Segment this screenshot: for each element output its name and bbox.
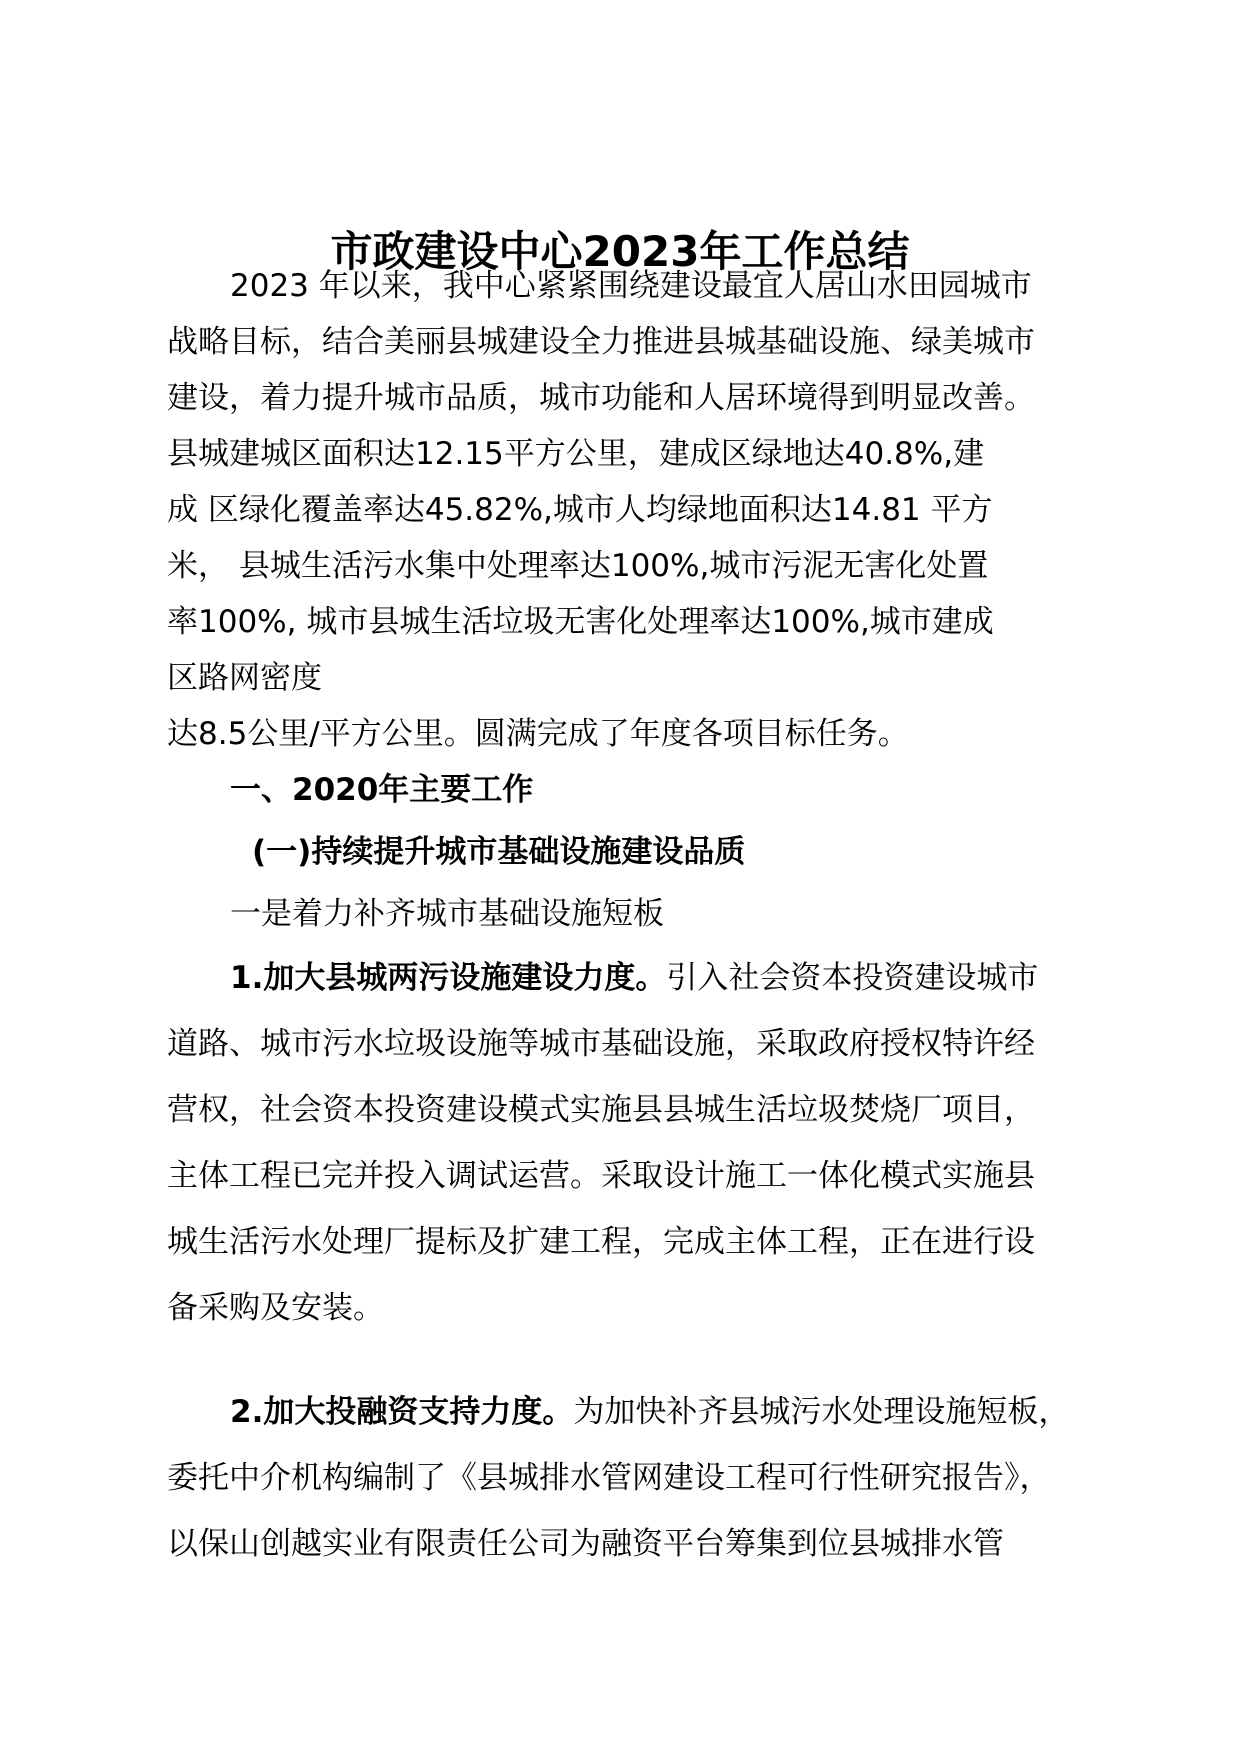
section-heading: 一、2020年主要工作: [230, 772, 534, 808]
item-1-line: 营权，社会资本投资建设模式实施县县城生活垃圾焚烧厂项目，: [167, 1092, 1035, 1128]
point-heading: 一是着力补齐城市基础设施短板: [230, 896, 664, 932]
intro-line: 率100%, 城市县城生活垃圾无害化处理率达100%,城市建成: [167, 604, 994, 640]
intro-line: 米， 县城生活污水集中处理率达100%,城市污泥无害化处置: [167, 548, 989, 584]
item-1-title: 1.加大县城两污设施建设力度。: [230, 960, 667, 996]
item-1-first-line: [230, 958, 1038, 998]
intro-line: 战略目标，结合美丽县城建设全力推进县城基础设施、绿美城市: [167, 324, 1035, 360]
intro-line: 建设，着力提升城市品质，城市功能和人居环境得到明显改善。: [167, 380, 1035, 416]
subsection-heading: (一)持续提升城市基础设施建设品质: [252, 834, 746, 870]
intro-line: 成 区绿化覆盖率达45.82%,城市人均绿地面积达14.81 平方: [167, 492, 993, 528]
intro-line: 达8.5公里/平方公里。圆满完成了年度各项目标任务。: [167, 716, 909, 752]
item-1-line: 主体工程已完并投入调试运营。采取设计施工一体化模式实施县: [167, 1158, 1035, 1194]
item-2-text: 为加快补齐县城污水处理设施短板，: [573, 1394, 1070, 1430]
item-2-line: 委托中介机构编制了《县城排水管网建设工程可行性研究报告》，: [167, 1460, 1051, 1496]
item-2-first-line: [230, 1392, 1069, 1432]
item-1-line: 道路、城市污水垃圾设施等城市基础设施，采取政府授权特许经: [167, 1026, 1035, 1062]
item-1-line: 备采购及安装。: [167, 1290, 384, 1326]
intro-line: 2023 年以来，我中心紧紧围绕建设最宜人居山水田园城市: [230, 268, 1032, 304]
item-2-line: 以保山创越实业有限责任公司为融资平台筹集到位县城排水管: [167, 1526, 1004, 1562]
document-title: 市政建设中心2023年工作总结: [330, 227, 910, 276]
item-1-text: 引入社会资本投资建设城市: [666, 960, 1039, 996]
item-2-title: 2.加大投融资支持力度。: [230, 1394, 574, 1430]
intro-line: 区路网密度: [167, 660, 322, 696]
intro-line: 县城建城区面积达12.15平方公里，建成区绿地达40.8%,建: [167, 436, 985, 472]
item-1-line: 城生活污水处理厂提标及扩建工程，完成主体工程，正在进行设: [167, 1224, 1035, 1260]
